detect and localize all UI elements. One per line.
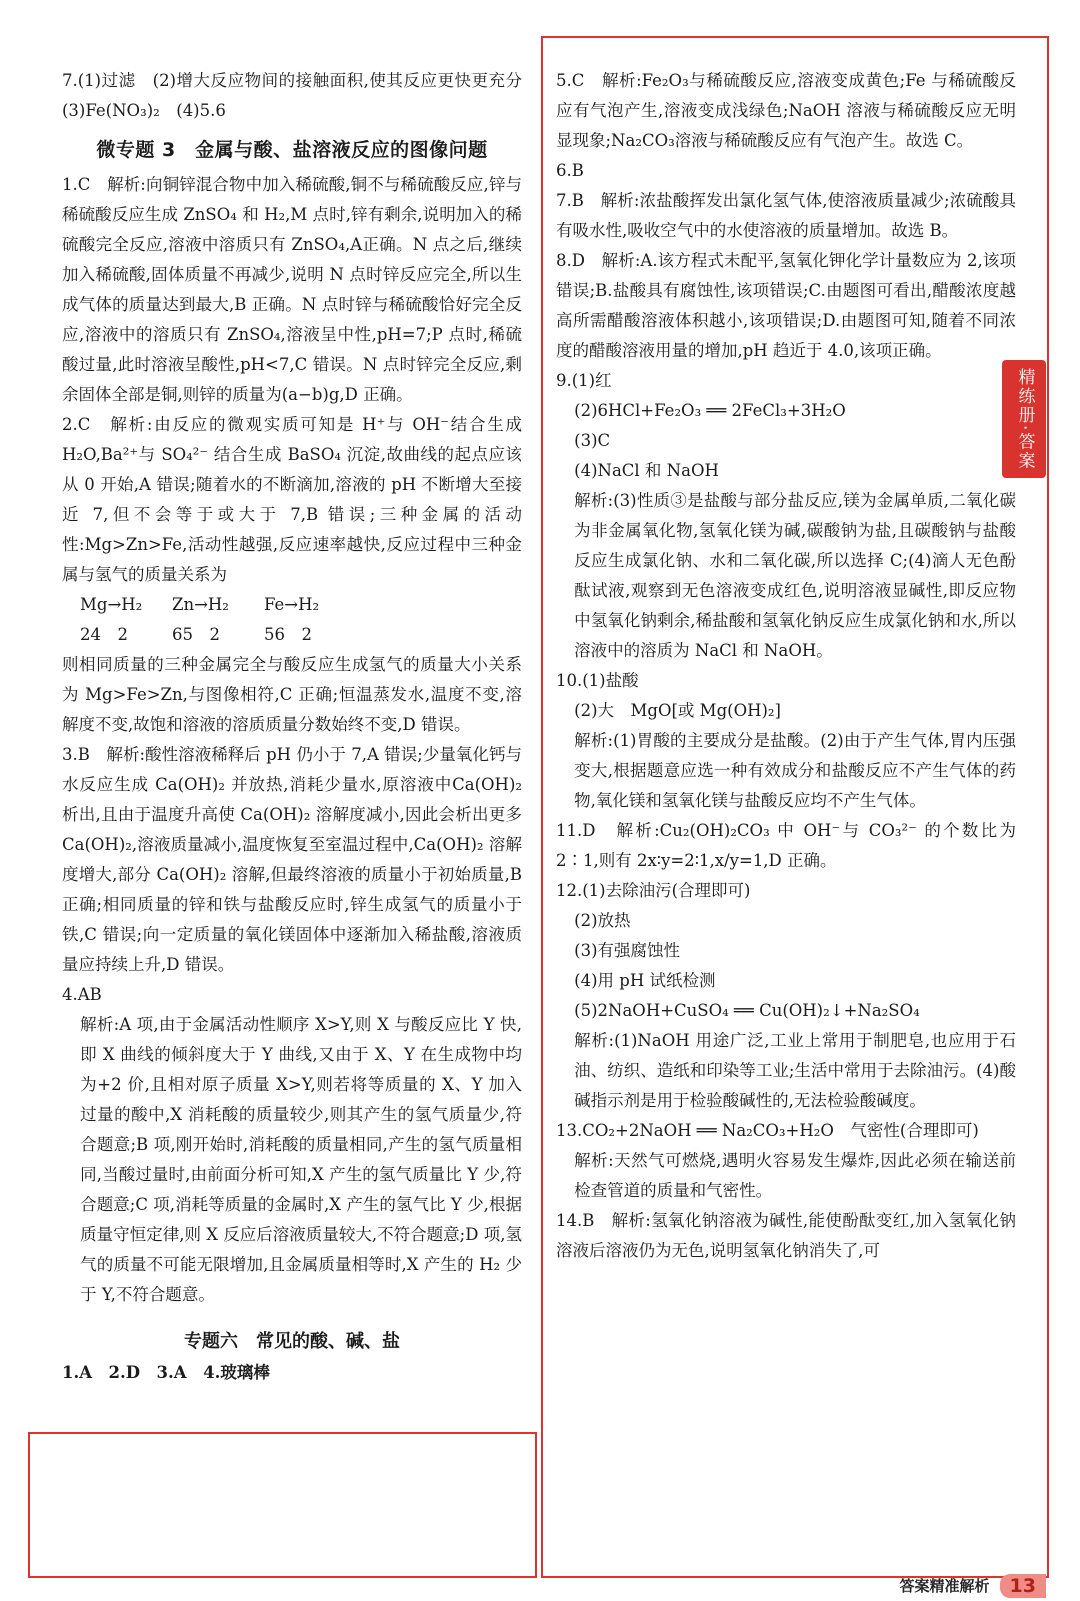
answer-9-explanation: 解析:(3)性质③是盐酸与部分盐反应,镁为金属单质,二氧化碳为非金属氧化物,氢氧化镁为碱,碳酸钠为盐,且碳酸钠与盐酸反应生成氯化钠、水和二氧化碳,所以选择 C;(4)滴人无色酚酞试液,观察到无色溶液变成红色,说明溶液显碱性,即反应物中氢氧化钠剩余,稀盐酸和氢氧化钠反应生成氯化钠和水,所以溶液中的溶质为 NaCl 和 NaOH。 [574,491,1016,660]
mg-h2: Mg→H₂ [80,595,143,614]
answer-4: 解析:A 项,由于金属活动性顺序 X>Y,则 X 与酸反应比 Y 快,即 X 曲线的倾斜度大于 Y 曲线,又由于 X、Y 在生成物中均为+2 价,且相对原子质量 X>Y,则若将等质量的 X、Y 加入过量的酸中,X 消耗酸的质量较少,则其产生的氢气质量少,符合题意;B 项,刚开始时,消耗酸的质量相同,产生的氢气质量相同,当酸过量时,由前面分析可知,X 产生的氢气质量比 Y 少,符合题意;C 项,消耗等质量的金属时,X 产生的氢气比 Y 少,根据质量守恒定律,则 X 反应后溶液质量较大,不符合题意;D 项,氢气的质量不可能无限增加,且金属质量相等时,X 产生的 H₂ 少于 Y,不符合题意。 [80,1015,522,1304]
answer-1: 1.C 解析:向铜锌混合物中加入稀硫酸,铜不与稀硫酸反应,锌与稀硫酸反应生成 ZnSO₄ 和 H₂,M 点时,锌有剩余,说明加入的稀硫酸完全反应,溶液中溶质只有 ZnSO₄,A正确。N 点之后,继续加入稀硫酸,固体质量不再减少,说明 N 点时锌反应完全,所以生成气体的质量达到最大,B 正确。N 点时锌与稀硫酸恰好完全反应,溶液中的溶质只有 ZnSO₄,溶液呈中性,pH=7;P 点时,稀硫酸过量,此时溶液呈酸性,pH<7,C 错误。N 点时锌完全反应,剩余固体全部是铜,则锌的质量为(a−b)g,D 正确。 [62,175,522,404]
highlight-box-left [28,1432,537,1578]
fe-mass: 56 2 [264,625,312,644]
answer-10-explanation: 解析:(1)胃酸的主要成分是盐酸。(2)由于产生气体,胃内压强变大,根据题意应选一种有效成分和盐酸反应不产生气体的药物,氧化镁和氢氧化镁与盐酸反应均不产生气体。 [574,731,1016,810]
page-number: 13 [1000,1574,1046,1598]
mass-relation-values [62,620,522,650]
answer-3: 3.B 解析:酸性溶液稀释后 pH 仍小于 7,A 错误;少量氧化钙与水反应生成 Ca(OH)₂ 并放热,消耗少量水,原溶液中Ca(OH)₂ 析出,且由于温度升高使 Ca(OH)₂ 溶解度减小,因此会析出更多 Ca(OH)₂,溶液质量减小,温度恢复至室温过程中,Ca(OH)₂ 溶解度增大,部分 Ca(OH)₂ 溶解,但最终溶液的质量小于初始质量,B 正确;相同质量的锌和铁与盐酸反应时,锌生成氢气的质量小于铁,C 错误;向一定质量的氧化镁固体中逐渐加入稀盐酸,溶液质量应持续上升,D 错误。 [62,745,522,974]
answer-10-1: 10.(1)盐酸 [556,671,639,690]
section-title-topic-6: 专题六 常见的酸、碱、盐 [184,1331,400,1352]
answer-11: 11.D 解析:Cu₂(OH)₂CO₃ 中 OH⁻与 CO₃²⁻ 的个数比为 2∶1,则有 2x∶y=2∶1,x/y=1,D 正确。 [556,821,1016,870]
answer-4-head: 4.AB [62,985,102,1004]
answer-7: 7.B 解析:浓盐酸挥发出氯化氢气体,使溶液质量减少;浓硫酸具有吸水性,吸收空气中的水使溶液的质量增加。故选 B。 [556,191,1016,240]
zn-h2: Zn→H₂ [172,595,229,614]
footer-label: 答案精准解析 [899,1577,990,1595]
answer-9-3: (3)C [574,431,611,450]
answer-8: 8.D 解析:A.该方程式未配平,氢氧化钾化学计量数应为 2,该项错误;B.盐酸具有腐蚀性,该项错误;C.由题图可看出,醋酸浓度越高所需醋酸溶液体积越小,该项错误;D.由题图可知,随着不同浓度的醋酸溶液用量的增加,pH 趋近于 4.0,该项正确。 [556,251,1016,360]
answer-2-continued: 则相同质量的三种金属完全与酸反应生成氢气的质量大小关系为 Mg>Fe>Zn,与图像相符,C 正确;恒温蒸发水,温度不变,溶解度不变,故饱和溶液的溶质质量分数始终不变,D 错误。 [62,655,522,734]
answer-6: 6.B [556,161,584,180]
answer-13: 13.CO₂+2NaOH ══ Na₂CO₃+H₂O 气密性(合理即可) [556,1121,979,1140]
topic-6-answers: 1.A 2.D 3.A 4.玻璃棒 [62,1363,270,1382]
answer-10-2: (2)大 MgO[或 Mg(OH)₂] [574,701,781,720]
answer-12-4: (4)用 pH 试纸检测 [574,971,716,990]
answer-2: 2.C 解析:由反应的微观实质可知是 H⁺与 OH⁻结合生成 H₂O,Ba²⁺与 SO₄²⁻ 结合生成 BaSO₄ 沉淀,故曲线的起点应该从 0 开始,A 错误;随着水的不断滴加,溶液的 pH 不断增大至接近 7,但不会等于或大于 7,B 错误;三种金属的活动性:Mg>Zn>Fe,活动性越强,反应速率越快,反应过程中三种金属与氢气的质量关系为 [62,415,522,584]
answer-5: 5.C 解析:Fe₂O₃与稀硫酸反应,溶液变成黄色;Fe 与稀硫酸反应有气泡产生,溶液变成浅绿色;NaOH 溶液与稀硫酸反应无明显现象;Na₂CO₃溶液与稀硫酸反应有气泡产生。故选 C。 [556,71,1016,150]
answer-12-3: (3)有强腐蚀性 [574,941,681,960]
answer-9-4: (4)NaCl 和 NaOH [574,461,719,480]
mass-relation-equations [62,590,522,620]
answer-12-1: 12.(1)去除油污(合理即可) [556,881,751,900]
right-column [556,66,1016,1266]
answer-14: 14.B 解析:氢氧化钠溶液为碱性,能使酚酞变红,加入氢氧化钠溶液后溶液仍为无色,说明氢氧化钠消失了,可 [556,1211,1016,1260]
answer-12-2: (2)放热 [574,911,631,930]
mg-mass: 24 2 [80,625,128,644]
zn-mass: 65 2 [172,625,220,644]
page-footer [826,1574,1046,1598]
answer-12-explanation: 解析:(1)NaOH 用途广泛,工业上常用于制肥皂,也应用于石油、纺织、造纸和印染等工业;生活中常用于去除油污。(4)酸碱指示剂是用于检验酸碱性的,无法检验酸碱度。 [574,1031,1016,1110]
left-column [62,66,539,1388]
answer-13-explanation: 解析:天然气可燃烧,遇明火容易发生爆炸,因此必须在输送前检查管道的质量和气密性。 [574,1151,1016,1200]
answer-12-5: (5)2NaOH+CuSO₄ ══ Cu(OH)₂↓+Na₂SO₄ [574,1001,920,1020]
answer-7-prev: 7.(1)过滤 (2)增大反应物间的接触面积,使其反应更快更充分 (3)Fe(NO₃)₂ (4)5.6 [62,71,539,120]
fe-h2: Fe→H₂ [264,595,320,614]
answer-9-1: 9.(1)红 [556,371,612,390]
answer-9-2: (2)6HCl+Fe₂O₃ ══ 2FeCl₃+3H₂O [574,401,846,420]
section-title-micro-3: 微专题 3 金属与酸、盐溶液反应的图像问题 [96,139,488,161]
side-tab-label: 精练册·答案 [1002,360,1046,478]
